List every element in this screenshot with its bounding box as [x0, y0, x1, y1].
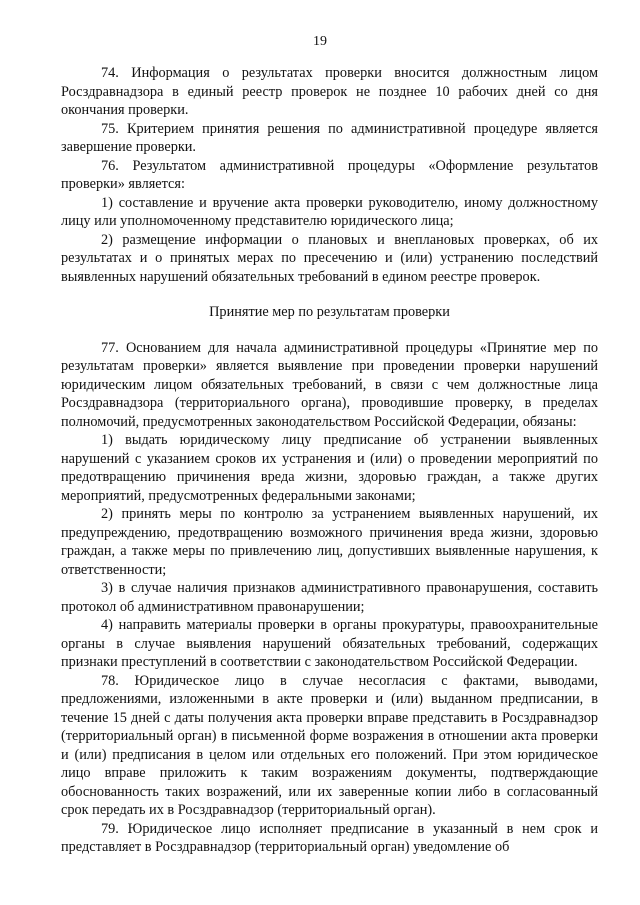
paragraph-78: 78. Юридическое лицо в случае несогласия с фактами, выводами, предложениями, изложенными в акте проверки и (или) выданном предписании, в течение 15 дней с даты получения акта проверки вправе представить в Росздравнадзор (территориальный орган) в письменной форме возражения в отношении акта проверки и (или) предписания в целом или отдельных его положений. При этом юридическое лицо вправе приложить к таким возражениям документы, подтверждающие обоснованность таких возражений, или их заверенные копии либо в согласованный срок передать их в Росздравнадзор (территориальный орган). — [61, 672, 598, 818]
paragraph-77-item-1: 1) выдать юридическому лицу предписание об устранении выявленных нарушений с указанием сроков их устранения и (или) о проведении мероприятий по предотвращению причинения вреда жизни, здоровью граждан, а также других мероприятий, предусмотренных федеральными законами; — [61, 432, 598, 504]
paragraph-75: 75. Критерием принятия решения по административной процедуре является завершение проверки. — [61, 120, 598, 155]
paragraph-74: 74. Информация о результатах проверки вносится должностным лицом Росздравнадзора в единый реестр проверок не позднее 10 рабочих дней со дня окончания проверки. — [61, 65, 598, 118]
paragraph-77: 77. Основанием для начала административной процедуры «Принятие мер по результатам проверки» является выявление при проведении проверки нарушений юридическим лицом обязательных требований, в связи с чем должностные лица Росздравнадзора (территориального органа), проводившие проверку, в пределах полномочий, предусмотренных законодательством Российской Федерации, обязаны: — [61, 339, 598, 430]
section-heading: Принятие мер по результатам проверки — [209, 304, 450, 320]
paragraph-76-item-1: 1) составление и вручение акта проверки руководителю, иному должностному лицу или уполномоченному представителю юридического лица; — [61, 194, 598, 229]
paragraph-79: 79. Юридическое лицо исполняет предписание в указанный в нем срок и представляет в Росздравнадзор (территориальный орган) уведомление об — [61, 820, 598, 855]
paragraph-76-item-2: 2) размещение информации о плановых и внеплановых проверках, об их результатах и о принятых мерах по пресечению и (или) устранению последствий выявленных нарушений обязательных требований в едином реестре проверок. — [61, 231, 598, 285]
paragraph-77-item-3: 3) в случае наличия признаков административного правонарушения, составить протокол об административном правонарушении; — [61, 580, 598, 615]
paragraph-77-item-2: 2) принять меры по контролю за устранением выявленных нарушений, их предупреждению, предотвращению возможного причинения вреда жизни, здоровью граждан, а также меры по привлечению лиц, допустивших выявленные нарушения, к ответственности; — [61, 506, 598, 578]
paragraph-76: 76. Результатом административной процедуры «Оформление результатов проверки» является: — [61, 157, 598, 192]
page-number: 19 — [313, 34, 327, 49]
document-body — [61, 64, 598, 857]
paragraph-77-item-4: 4) направить материалы проверки в органы прокуратуры, правоохранительные органы в случае выявления нарушений обязательных требований, содержащих признаки преступлений в соответствии с законодательством Российской Федерации. — [61, 617, 598, 670]
